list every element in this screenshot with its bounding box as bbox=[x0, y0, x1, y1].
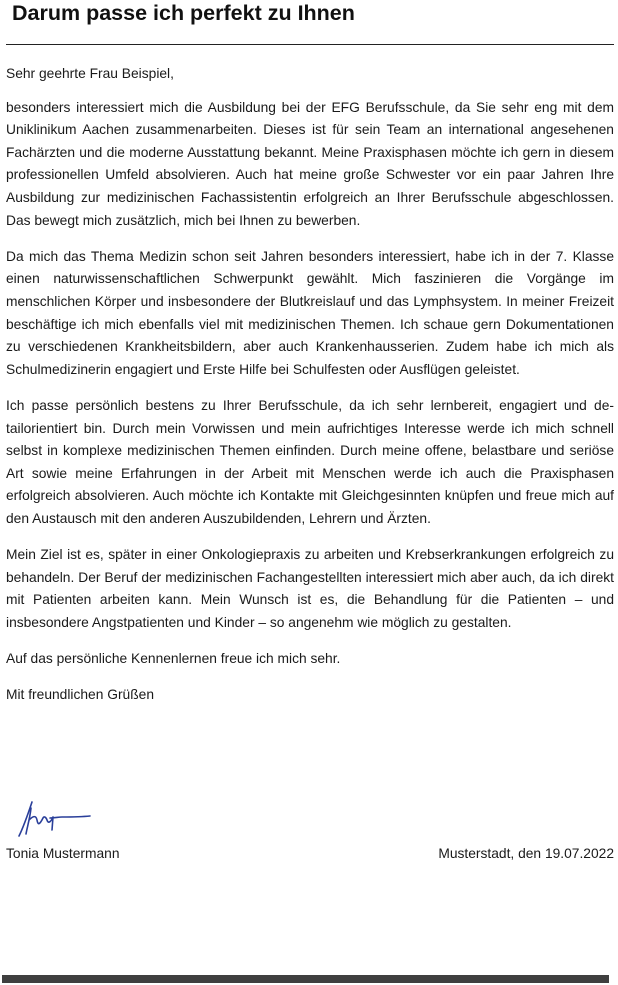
letter-body bbox=[6, 63, 614, 720]
sender-name: Tonia Mustermann bbox=[6, 846, 120, 861]
paragraph-4: Mein Ziel ist es, später in einer Onkologiepraxis zu arbeiten und Krebserkrankungen erfolgreich zu behandeln. Der Beruf der medizinischen Fachangestellten interessiert mich aber auch, da ich direkt mit Patienten arbeiten kann. Mein Wunsch ist es, die Behandlung für die Patienten – und insbesondere Angstpatienten und Kinder – so angenehm wie möglich zu gestalten. bbox=[6, 547, 614, 630]
paragraph-2: Da mich das Thema Medizin schon seit Jahren besonders interessiert, habe ich in der 7. Klasse einen naturwissenschaftlichen Schwerpunkt gewählt. Mich faszinieren die Vorgänge im menschlichen Körper und insbesondere der Blutkreislauf und das Lymphsystem. In meiner Freizeit beschäftige ich mich ebenfalls viel mit medizinischen Themen. Ich schaue gern Dokumentationen zu verschiedenen Krankheitsbildern, aber auch Krankenhausserien. Zudem habe ich mich als Schulmedizinerin engagiert und Erste Hilfe bei Schulfesten oder Ausflügen geleistet. bbox=[6, 248, 614, 377]
paragraph-5: Auf das persönliche Kennenlernen freue ich mich sehr. bbox=[6, 651, 341, 667]
place-date: Musterstadt, den 19.07.2022 bbox=[438, 846, 614, 861]
handwritten-signature bbox=[10, 800, 110, 840]
paragraph-3: Ich passe persönlich bestens zu Ihrer Berufsschule, da ich sehr lernbereit, engagiert und detailorientiert bin. Durch mein Vorwissen und mein aufrichtiges Interesse werde ich mich schnell selbst in komplexe medizinischen Themen einfinden. Durch meine offene, belastbare und seriöse Art sowie meine Erfahrungen in der Arbeit mit Menschen werde ich auch die Praxisphasen erfolgreich absolvieren. Auch möchte ich Kontakte mit Gleichgesinnten knüpfen und freue mich auf den Austausch mit den anderen Auszubildenden, Lehrern und Ärzten. bbox=[6, 397, 614, 526]
title-divider bbox=[6, 44, 614, 45]
closing: Mit freundlichen Grüßen bbox=[6, 687, 154, 703]
page-title: Darum passe ich perfekt zu Ihnen bbox=[12, 1, 355, 25]
footer-bar bbox=[2, 975, 609, 983]
salutation: Sehr geehrte Frau Beispiel, bbox=[6, 66, 174, 81]
paragraph-1: besonders interessiert mich die Ausbildung bei der EFG Berufsschule, da Sie sehr eng mit dem Uniklinikum Aachen zusammenarbeiten. Dieses ist für sein Team an international angesehenen Fachärzten und die moderne Ausstattung bekannt. Meine Praxisphasen möchte ich gern in diesem professionellen Umfeld absolvieren. Auch hat meine große Schwester vor ein paar Jahren Ihre Ausbildung zur medizinischen Fachassistentin erfolgreich an Ihrer Berufsschule abgeschlossen. Das bewegt mich zusätzlich, mich bei Ihnen zu bewerben. bbox=[6, 99, 614, 228]
